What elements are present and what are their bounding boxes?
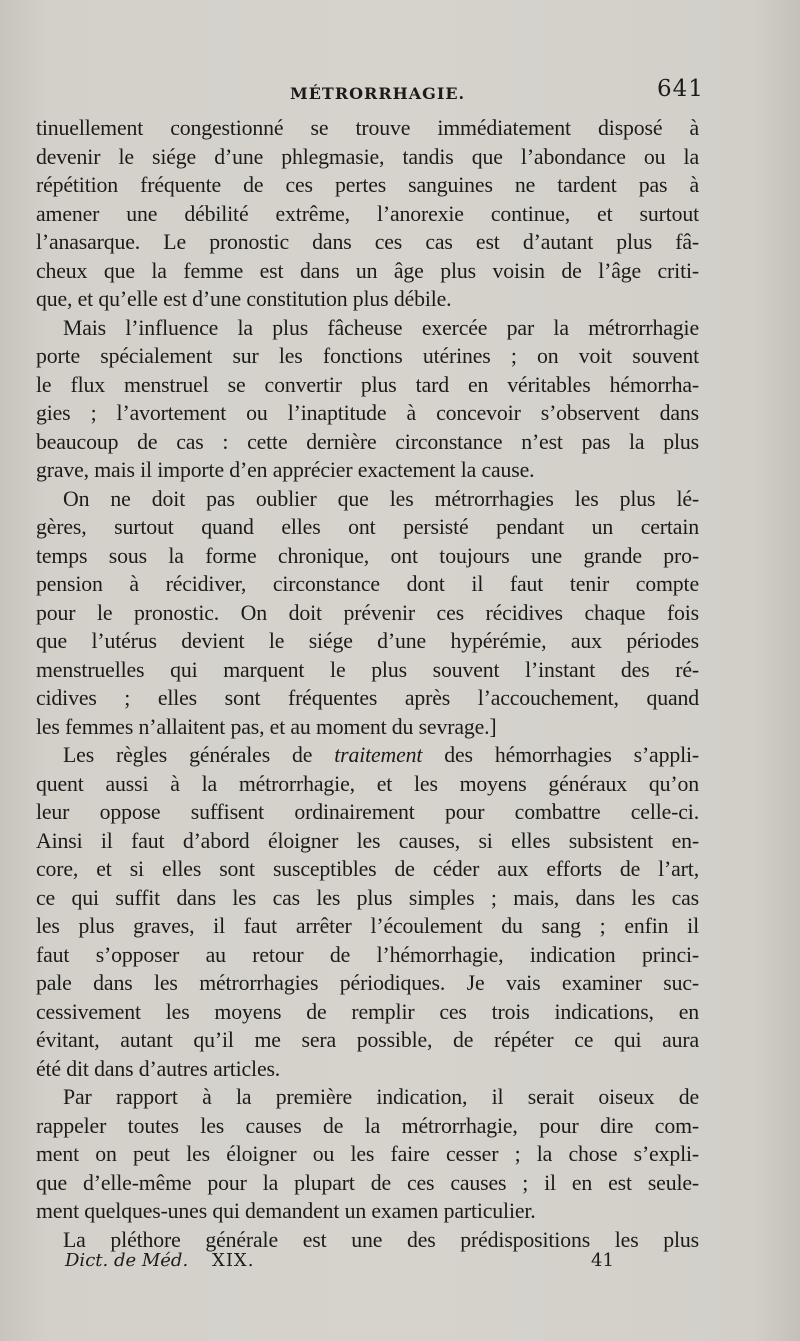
text-line: porte spécialement sur les fonctions utérines ; on voit souvent xyxy=(36,344,699,368)
text-line: pale dans les métrorrhagies périodiques. Je vais examiner suc- xyxy=(36,971,699,995)
text-run: des hémorrhagies s’appli- xyxy=(422,743,700,767)
text-line: rappeler toutes les causes de la métrorrhagie, pour dire com- xyxy=(36,1113,699,1138)
text-line: l’anasarque. Le pronostic dans ces cas est d’autant plus fâ- xyxy=(36,230,699,254)
text-line: grave, mais il importe d’en apprécier exactement la cause. xyxy=(36,458,535,482)
text-line: gies ; l’avortement ou l’inaptitude à concevoir s’observent dans xyxy=(36,401,699,425)
page-number: 641 xyxy=(657,76,704,102)
text-line: cheux que la femme est dans un âge plus voisin de l’âge criti- xyxy=(36,258,699,283)
text-line: que d’elle-même pour la plupart de ces causes ; il en est seule- xyxy=(36,1170,699,1195)
text-line: ment on peut les éloigner ou les faire cesser ; la chose s’expli- xyxy=(36,1142,699,1166)
text-line: On ne doit pas oublier que les métrorrhagies les plus lé- xyxy=(63,486,699,511)
paragraph xyxy=(36,485,699,742)
text-line: gères, surtout quand elles ont persisté pendant un certain xyxy=(36,515,699,539)
paragraph xyxy=(36,1083,699,1226)
text-run: Les règles générales de xyxy=(63,743,335,767)
text-line: tinuellement congestionné se trouve immédiatement disposé à xyxy=(36,116,699,140)
text-line: pension à récidiver, circonstance dont il faut tenir compte xyxy=(36,572,699,596)
text-line: que, et qu’elle est d’une constitution plus débile. xyxy=(36,287,452,311)
paragraph xyxy=(36,314,699,485)
italic-term: traitement xyxy=(334,743,423,767)
paragraph xyxy=(36,114,699,314)
text-line: menstruelles qui marquent le plus souvent l’instant des ré- xyxy=(36,657,699,682)
page-footer xyxy=(0,1250,800,1280)
signature-mark: Dict. de Méd. xyxy=(65,1250,189,1271)
text-line: répétition fréquente de ces pertes sanguines ne tardent pas à xyxy=(36,173,699,197)
text-line: ment quelques-unes qui demandent un examen particulier. xyxy=(36,1199,536,1223)
text-line: leur oppose suffisent ordinairement pour combattre celle-ci. xyxy=(36,800,699,824)
text-line: Par rapport à la première indication, il serait oiseux de xyxy=(63,1085,699,1109)
text-line: cessivement les moyens de remplir ces trois indications, en xyxy=(36,999,699,1024)
text-line: pour le pronostic. On doit prévenir ces récidives chaque fois xyxy=(36,600,699,625)
paragraph xyxy=(36,741,699,1083)
text-line: core, et si elles sont susceptibles de céder aux efforts de l’art, xyxy=(36,857,699,881)
text-line: Ainsi il faut d’abord éloigner les causes, si elles subsistent en- xyxy=(36,828,699,853)
text-line: ce qui suffit dans les cas les plus simples ; mais, dans les cas xyxy=(36,885,699,910)
text-line: cidives ; elles sont fréquentes après l’accouchement, quand xyxy=(36,686,699,710)
text-line: évitant, autant qu’il me sera possible, de répéter ce qui aura xyxy=(36,1028,699,1052)
text-line: beaucoup de cas : cette dernière circonstance n’est pas la plus xyxy=(36,429,699,454)
body-text xyxy=(36,114,699,1254)
text-line: Mais l’influence la plus fâcheuse exercée par la métrorrhagie xyxy=(63,315,699,340)
text-line: devenir le siége d’une phlegmasie, tandis que l’abondance ou la xyxy=(36,144,699,169)
text-line: que l’utérus devient le siége d’une hypérémie, aux périodes xyxy=(36,629,699,653)
text-line: faut s’opposer au retour de l’hémorrhagie, indication princi- xyxy=(36,942,699,967)
text-line: La pléthore générale est une des prédispositions les plus xyxy=(63,1227,699,1252)
gathering-number: 41 xyxy=(591,1250,614,1271)
text-line: les plus graves, il faut arrêter l’écoulement du sang ; enfin il xyxy=(36,914,699,938)
text-line: amener une débilité extrême, l’anorexie continue, et surtout xyxy=(36,201,699,226)
running-title: MÉTRORRHAGIE. xyxy=(290,84,466,103)
running-head xyxy=(0,76,800,110)
text-line: quent aussi à la métrorrhagie, et les moyens généraux qu’on xyxy=(36,771,699,796)
text-line: été dit dans d’autres articles. xyxy=(36,1056,281,1081)
text-line: le flux menstruel se convertir plus tard en véritables hémorrha- xyxy=(36,372,699,397)
volume-number: XIX. xyxy=(212,1250,255,1271)
text-line xyxy=(36,741,699,770)
text-line: les femmes n’allaitent pas, et au moment du sevrage.] xyxy=(36,714,497,739)
text-line: temps sous la forme chronique, ont toujours une grande pro- xyxy=(36,543,699,568)
